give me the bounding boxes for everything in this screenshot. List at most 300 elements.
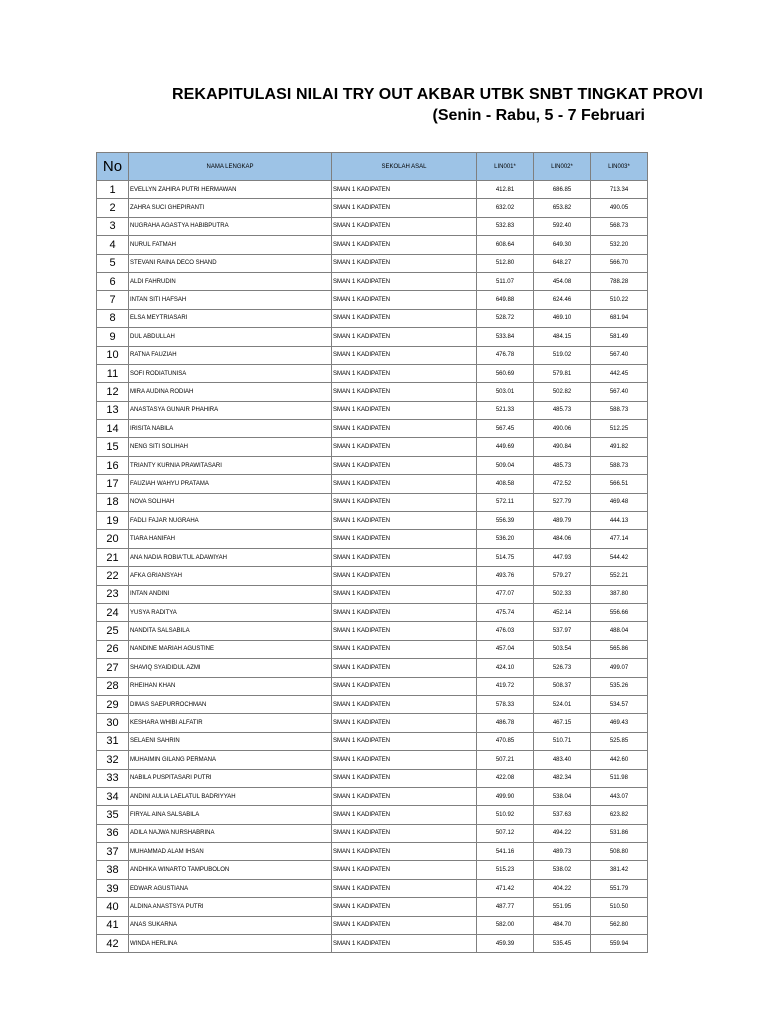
score-lin002: 484.70 xyxy=(534,916,591,934)
school-name: SMAN 1 KADIPATEN xyxy=(332,677,477,695)
score-lin003: 713.34 xyxy=(591,181,648,199)
student-name: MUHAIMIN GILANG PERMANA xyxy=(129,751,332,769)
student-name: ANA NADIA ROBIA'TUL ADAWIYAH xyxy=(129,548,332,566)
table-row xyxy=(97,732,648,750)
table-row xyxy=(97,714,648,732)
score-lin003: 508.80 xyxy=(591,843,648,861)
score-lin001: 486.78 xyxy=(477,714,534,732)
score-lin001: 649.88 xyxy=(477,291,534,309)
score-lin002: 519.02 xyxy=(534,346,591,364)
score-lin001: 499.90 xyxy=(477,787,534,805)
table-row xyxy=(97,787,648,805)
school-name: SMAN 1 KADIPATEN xyxy=(332,916,477,934)
school-name: SMAN 1 KADIPATEN xyxy=(332,217,477,235)
table-row xyxy=(97,824,648,842)
table-row xyxy=(97,916,648,934)
school-name: SMAN 1 KADIPATEN xyxy=(332,199,477,217)
score-lin003: 551.79 xyxy=(591,879,648,897)
school-name: SMAN 1 KADIPATEN xyxy=(332,824,477,842)
score-lin003: 525.85 xyxy=(591,732,648,750)
student-name: ANDINI AULIA LAELATUL BADRIYYAH xyxy=(129,787,332,805)
score-lin003: 531.86 xyxy=(591,824,648,842)
student-name: SOFI RODIATUNISA xyxy=(129,364,332,382)
school-name: SMAN 1 KADIPATEN xyxy=(332,622,477,640)
table-row xyxy=(97,254,648,272)
row-number: 16 xyxy=(97,456,129,474)
school-name: SMAN 1 KADIPATEN xyxy=(332,751,477,769)
score-lin003: 510.22 xyxy=(591,291,648,309)
student-name: WINDA HERLINA xyxy=(129,935,332,953)
student-name: RHEIHAN KHAN xyxy=(129,677,332,695)
student-name: ANDHIKA WINARTO TAMPUBOLON xyxy=(129,861,332,879)
row-number: 41 xyxy=(97,916,129,934)
row-number: 5 xyxy=(97,254,129,272)
document-title-block xyxy=(0,0,703,150)
score-lin003: 623.82 xyxy=(591,806,648,824)
student-name: TIARA HANIFAH xyxy=(129,530,332,548)
school-name: SMAN 1 KADIPATEN xyxy=(332,567,477,585)
score-lin003: 444.13 xyxy=(591,512,648,530)
school-name: SMAN 1 KADIPATEN xyxy=(332,787,477,805)
score-lin003: 559.94 xyxy=(591,935,648,953)
row-number: 26 xyxy=(97,640,129,658)
school-name: SMAN 1 KADIPATEN xyxy=(332,603,477,621)
score-lin001: 449.69 xyxy=(477,438,534,456)
table-row xyxy=(97,346,648,364)
score-lin003: 490.05 xyxy=(591,199,648,217)
score-lin003: 566.51 xyxy=(591,475,648,493)
student-name: FAUZIAH WAHYU PRATAMA xyxy=(129,475,332,493)
score-lin001: 511.07 xyxy=(477,272,534,290)
header-sekolah-asal: SEKOLAH ASAL xyxy=(332,153,477,181)
header-lin001: LIN001* xyxy=(477,153,534,181)
table-row xyxy=(97,548,648,566)
table-row xyxy=(97,364,648,382)
table-row xyxy=(97,456,648,474)
document-subtitle: (Senin - Rabu, 5 - 7 Februari xyxy=(432,107,645,124)
table-row xyxy=(97,512,648,530)
score-lin002: 404.22 xyxy=(534,879,591,897)
document-title: REKAPITULASI NILAI TRY OUT AKBAR UTBK SNBT TINGKAT PROVI xyxy=(172,86,703,103)
school-name: SMAN 1 KADIPATEN xyxy=(332,714,477,732)
row-number: 39 xyxy=(97,879,129,897)
row-number: 33 xyxy=(97,769,129,787)
row-number: 8 xyxy=(97,309,129,327)
score-lin003: 588.73 xyxy=(591,401,648,419)
score-lin002: 527.79 xyxy=(534,493,591,511)
score-lin002: 538.02 xyxy=(534,861,591,879)
school-name: SMAN 1 KADIPATEN xyxy=(332,585,477,603)
score-lin002: 551.95 xyxy=(534,898,591,916)
score-lin001: 533.84 xyxy=(477,328,534,346)
row-number: 35 xyxy=(97,806,129,824)
score-lin002: 485.73 xyxy=(534,456,591,474)
student-name: IRISITA NABILA xyxy=(129,420,332,438)
school-name: SMAN 1 KADIPATEN xyxy=(332,254,477,272)
row-number: 2 xyxy=(97,199,129,217)
school-name: SMAN 1 KADIPATEN xyxy=(332,548,477,566)
row-number: 23 xyxy=(97,585,129,603)
table-row xyxy=(97,935,648,953)
score-lin003: 442.60 xyxy=(591,751,648,769)
score-lin003: 512.25 xyxy=(591,420,648,438)
school-name: SMAN 1 KADIPATEN xyxy=(332,272,477,290)
score-lin002: 484.06 xyxy=(534,530,591,548)
table-row xyxy=(97,309,648,327)
school-name: SMAN 1 KADIPATEN xyxy=(332,640,477,658)
score-lin003: 442.45 xyxy=(591,364,648,382)
score-lin001: 532.83 xyxy=(477,217,534,235)
score-lin001: 512.80 xyxy=(477,254,534,272)
student-name: ELSA MEYTRIASARI xyxy=(129,309,332,327)
row-number: 38 xyxy=(97,861,129,879)
row-number: 37 xyxy=(97,843,129,861)
student-name: FADLI FAJAR NUGRAHA xyxy=(129,512,332,530)
score-lin001: 470.85 xyxy=(477,732,534,750)
school-name: SMAN 1 KADIPATEN xyxy=(332,328,477,346)
row-number: 12 xyxy=(97,383,129,401)
student-name: DUL ABDULLAH xyxy=(129,328,332,346)
score-lin002: 592.40 xyxy=(534,217,591,235)
score-lin002: 472.52 xyxy=(534,475,591,493)
row-number: 29 xyxy=(97,695,129,713)
table-row xyxy=(97,861,648,879)
score-lin001: 503.01 xyxy=(477,383,534,401)
school-name: SMAN 1 KADIPATEN xyxy=(332,420,477,438)
score-lin002: 624.46 xyxy=(534,291,591,309)
score-lin002: 535.45 xyxy=(534,935,591,953)
score-lin002: 447.93 xyxy=(534,548,591,566)
school-name: SMAN 1 KADIPATEN xyxy=(332,530,477,548)
row-number: 22 xyxy=(97,567,129,585)
school-name: SMAN 1 KADIPATEN xyxy=(332,806,477,824)
score-lin002: 526.73 xyxy=(534,659,591,677)
score-lin001: 419.72 xyxy=(477,677,534,695)
student-name: NUGRAHA AGASTYA HABIBPUTRA xyxy=(129,217,332,235)
table-row xyxy=(97,898,648,916)
table-row xyxy=(97,401,648,419)
row-number: 19 xyxy=(97,512,129,530)
student-name: ALDINA ANASTSYA PUTRI xyxy=(129,898,332,916)
score-lin002: 648.27 xyxy=(534,254,591,272)
score-lin003: 477.14 xyxy=(591,530,648,548)
score-lin003: 788.28 xyxy=(591,272,648,290)
student-name: NABILA PUSPITASARI PUTRI xyxy=(129,769,332,787)
score-lin002: 454.08 xyxy=(534,272,591,290)
score-lin001: 507.12 xyxy=(477,824,534,842)
table-row xyxy=(97,677,648,695)
score-lin001: 408.58 xyxy=(477,475,534,493)
score-lin002: 502.82 xyxy=(534,383,591,401)
row-number: 15 xyxy=(97,438,129,456)
table-row xyxy=(97,769,648,787)
score-lin001: 515.23 xyxy=(477,861,534,879)
school-name: SMAN 1 KADIPATEN xyxy=(332,843,477,861)
table-row xyxy=(97,236,648,254)
score-lin002: 490.06 xyxy=(534,420,591,438)
student-name: STEVANI RAINA DECO SHAND xyxy=(129,254,332,272)
score-lin001: 487.77 xyxy=(477,898,534,916)
student-name: ALDI FAHRUDIN xyxy=(129,272,332,290)
school-name: SMAN 1 KADIPATEN xyxy=(332,475,477,493)
school-name: SMAN 1 KADIPATEN xyxy=(332,512,477,530)
score-lin002: 484.15 xyxy=(534,328,591,346)
school-name: SMAN 1 KADIPATEN xyxy=(332,401,477,419)
row-number: 20 xyxy=(97,530,129,548)
score-lin002: 494.22 xyxy=(534,824,591,842)
table-header-row xyxy=(97,153,648,181)
table-row xyxy=(97,199,648,217)
score-lin001: 514.75 xyxy=(477,548,534,566)
scores-table xyxy=(96,152,648,953)
score-lin001: 572.11 xyxy=(477,493,534,511)
row-number: 25 xyxy=(97,622,129,640)
score-lin003: 511.98 xyxy=(591,769,648,787)
score-lin002: 537.63 xyxy=(534,806,591,824)
score-lin003: 469.48 xyxy=(591,493,648,511)
score-lin002: 508.37 xyxy=(534,677,591,695)
score-lin001: 459.39 xyxy=(477,935,534,953)
score-lin002: 490.84 xyxy=(534,438,591,456)
table-row xyxy=(97,751,648,769)
row-number: 30 xyxy=(97,714,129,732)
header-lin002: LIN002* xyxy=(534,153,591,181)
score-lin001: 476.03 xyxy=(477,622,534,640)
student-name: MIRA AUDINA RODIAH xyxy=(129,383,332,401)
score-lin002: 510.71 xyxy=(534,732,591,750)
score-lin003: 568.73 xyxy=(591,217,648,235)
score-lin001: 632.02 xyxy=(477,199,534,217)
score-lin001: 521.33 xyxy=(477,401,534,419)
score-lin003: 562.80 xyxy=(591,916,648,934)
row-number: 4 xyxy=(97,236,129,254)
score-lin001: 582.00 xyxy=(477,916,534,934)
score-lin003: 588.73 xyxy=(591,456,648,474)
score-lin002: 452.14 xyxy=(534,603,591,621)
score-lin001: 476.78 xyxy=(477,346,534,364)
table-row xyxy=(97,328,648,346)
score-lin002: 524.01 xyxy=(534,695,591,713)
score-lin003: 581.49 xyxy=(591,328,648,346)
row-number: 7 xyxy=(97,291,129,309)
score-lin003: 488.04 xyxy=(591,622,648,640)
score-lin001: 424.10 xyxy=(477,659,534,677)
table-row xyxy=(97,272,648,290)
school-name: SMAN 1 KADIPATEN xyxy=(332,659,477,677)
score-lin003: 565.86 xyxy=(591,640,648,658)
row-number: 13 xyxy=(97,401,129,419)
score-lin002: 686.85 xyxy=(534,181,591,199)
student-name: ADILA NAJWA NURSHABRINA xyxy=(129,824,332,842)
score-lin001: 567.45 xyxy=(477,420,534,438)
score-lin002: 649.30 xyxy=(534,236,591,254)
school-name: SMAN 1 KADIPATEN xyxy=(332,364,477,382)
school-name: SMAN 1 KADIPATEN xyxy=(332,898,477,916)
score-lin002: 653.82 xyxy=(534,199,591,217)
table-row xyxy=(97,695,648,713)
table-row xyxy=(97,622,648,640)
student-name: YUSYA RADITYA xyxy=(129,603,332,621)
score-lin002: 489.79 xyxy=(534,512,591,530)
school-name: SMAN 1 KADIPATEN xyxy=(332,383,477,401)
school-name: SMAN 1 KADIPATEN xyxy=(332,181,477,199)
score-lin001: 457.04 xyxy=(477,640,534,658)
score-lin002: 469.10 xyxy=(534,309,591,327)
score-lin003: 534.57 xyxy=(591,695,648,713)
score-lin001: 556.39 xyxy=(477,512,534,530)
score-lin001: 608.64 xyxy=(477,236,534,254)
score-lin001: 528.72 xyxy=(477,309,534,327)
header-nama-lengkap: NAMA LENGKAP xyxy=(129,153,332,181)
score-lin003: 532.20 xyxy=(591,236,648,254)
student-name: ZAHRA SUCI GHEPIRANTI xyxy=(129,199,332,217)
row-number: 21 xyxy=(97,548,129,566)
row-number: 3 xyxy=(97,217,129,235)
score-lin001: 477.07 xyxy=(477,585,534,603)
score-lin002: 485.73 xyxy=(534,401,591,419)
row-number: 6 xyxy=(97,272,129,290)
row-number: 31 xyxy=(97,732,129,750)
score-lin003: 469.43 xyxy=(591,714,648,732)
table-row xyxy=(97,420,648,438)
table-row xyxy=(97,217,648,235)
row-number: 14 xyxy=(97,420,129,438)
student-name: EVELLYN ZAHIRA PUTRI HERMAWAN xyxy=(129,181,332,199)
student-name: INTAN SITI HAFSAH xyxy=(129,291,332,309)
score-lin001: 541.16 xyxy=(477,843,534,861)
student-name: FIRYAL AINA SALSABILA xyxy=(129,806,332,824)
score-lin002: 579.81 xyxy=(534,364,591,382)
table-row xyxy=(97,659,648,677)
score-lin002: 579.27 xyxy=(534,567,591,585)
score-lin003: 499.07 xyxy=(591,659,648,677)
student-name: AFKA GRIANSYAH xyxy=(129,567,332,585)
header-lin003: LIN003* xyxy=(591,153,648,181)
school-name: SMAN 1 KADIPATEN xyxy=(332,346,477,364)
score-lin001: 507.21 xyxy=(477,751,534,769)
score-lin003: 535.26 xyxy=(591,677,648,695)
row-number: 34 xyxy=(97,787,129,805)
student-name: NURUL FATMAH xyxy=(129,236,332,254)
student-name: NANDINE MARIAH AGUSTINE xyxy=(129,640,332,658)
score-lin001: 475.74 xyxy=(477,603,534,621)
row-number: 10 xyxy=(97,346,129,364)
school-name: SMAN 1 KADIPATEN xyxy=(332,236,477,254)
table-row xyxy=(97,603,648,621)
score-lin002: 489.73 xyxy=(534,843,591,861)
school-name: SMAN 1 KADIPATEN xyxy=(332,695,477,713)
row-number: 9 xyxy=(97,328,129,346)
school-name: SMAN 1 KADIPATEN xyxy=(332,732,477,750)
score-lin003: 387.80 xyxy=(591,585,648,603)
score-lin001: 509.04 xyxy=(477,456,534,474)
school-name: SMAN 1 KADIPATEN xyxy=(332,935,477,953)
row-number: 11 xyxy=(97,364,129,382)
score-lin001: 471.42 xyxy=(477,879,534,897)
table-body xyxy=(97,181,648,953)
student-name: SELAENI SAHRIN xyxy=(129,732,332,750)
score-lin003: 510.50 xyxy=(591,898,648,916)
score-lin002: 467.15 xyxy=(534,714,591,732)
table-row xyxy=(97,493,648,511)
score-lin002: 502.33 xyxy=(534,585,591,603)
table-row xyxy=(97,291,648,309)
score-lin003: 566.70 xyxy=(591,254,648,272)
table-row xyxy=(97,640,648,658)
school-name: SMAN 1 KADIPATEN xyxy=(332,769,477,787)
student-name: TRIANTY KURNIA PRAWITASARI xyxy=(129,456,332,474)
score-lin003: 681.94 xyxy=(591,309,648,327)
table-row xyxy=(97,475,648,493)
score-lin002: 503.54 xyxy=(534,640,591,658)
header-no: No xyxy=(97,153,129,181)
student-name: SHAVIQ SYAIDIDUL AZMI xyxy=(129,659,332,677)
school-name: SMAN 1 KADIPATEN xyxy=(332,291,477,309)
score-lin001: 560.69 xyxy=(477,364,534,382)
student-name: ANAS SUKARNA xyxy=(129,916,332,934)
score-lin003: 567.40 xyxy=(591,346,648,364)
score-lin003: 443.07 xyxy=(591,787,648,805)
student-name: RATNA FAUZIAH xyxy=(129,346,332,364)
table-row xyxy=(97,567,648,585)
score-lin001: 493.76 xyxy=(477,567,534,585)
row-number: 40 xyxy=(97,898,129,916)
score-lin003: 556.66 xyxy=(591,603,648,621)
school-name: SMAN 1 KADIPATEN xyxy=(332,456,477,474)
score-lin001: 536.20 xyxy=(477,530,534,548)
score-lin001: 422.08 xyxy=(477,769,534,787)
student-name: MUHAMMAD ALAM IHSAN xyxy=(129,843,332,861)
score-lin003: 544.42 xyxy=(591,548,648,566)
score-lin002: 482.34 xyxy=(534,769,591,787)
row-number: 32 xyxy=(97,751,129,769)
school-name: SMAN 1 KADIPATEN xyxy=(332,309,477,327)
score-lin002: 538.04 xyxy=(534,787,591,805)
row-number: 18 xyxy=(97,493,129,511)
table-row xyxy=(97,843,648,861)
table-row xyxy=(97,530,648,548)
school-name: SMAN 1 KADIPATEN xyxy=(332,861,477,879)
student-name: ANASTASYA GUNAIR PHAHIRA xyxy=(129,401,332,419)
student-name: KESHARA WHIBI ALFATIR xyxy=(129,714,332,732)
score-lin003: 491.82 xyxy=(591,438,648,456)
score-lin002: 483.40 xyxy=(534,751,591,769)
row-number: 27 xyxy=(97,659,129,677)
school-name: SMAN 1 KADIPATEN xyxy=(332,438,477,456)
school-name: SMAN 1 KADIPATEN xyxy=(332,879,477,897)
student-name: NOVA SOLIHAH xyxy=(129,493,332,511)
school-name: SMAN 1 KADIPATEN xyxy=(332,493,477,511)
row-number: 36 xyxy=(97,824,129,842)
student-name: INTAN ANDINI xyxy=(129,585,332,603)
student-name: NANDITA SALSABILA xyxy=(129,622,332,640)
table-row xyxy=(97,438,648,456)
student-name: NENG SITI SOLIHAH xyxy=(129,438,332,456)
table-row xyxy=(97,806,648,824)
table-row xyxy=(97,879,648,897)
table-row xyxy=(97,181,648,199)
score-lin001: 412.81 xyxy=(477,181,534,199)
row-number: 42 xyxy=(97,935,129,953)
score-lin003: 381.42 xyxy=(591,861,648,879)
score-lin003: 552.21 xyxy=(591,567,648,585)
row-number: 1 xyxy=(97,181,129,199)
score-lin001: 510.92 xyxy=(477,806,534,824)
score-lin002: 537.97 xyxy=(534,622,591,640)
score-lin003: 567.40 xyxy=(591,383,648,401)
row-number: 24 xyxy=(97,603,129,621)
table-row xyxy=(97,383,648,401)
